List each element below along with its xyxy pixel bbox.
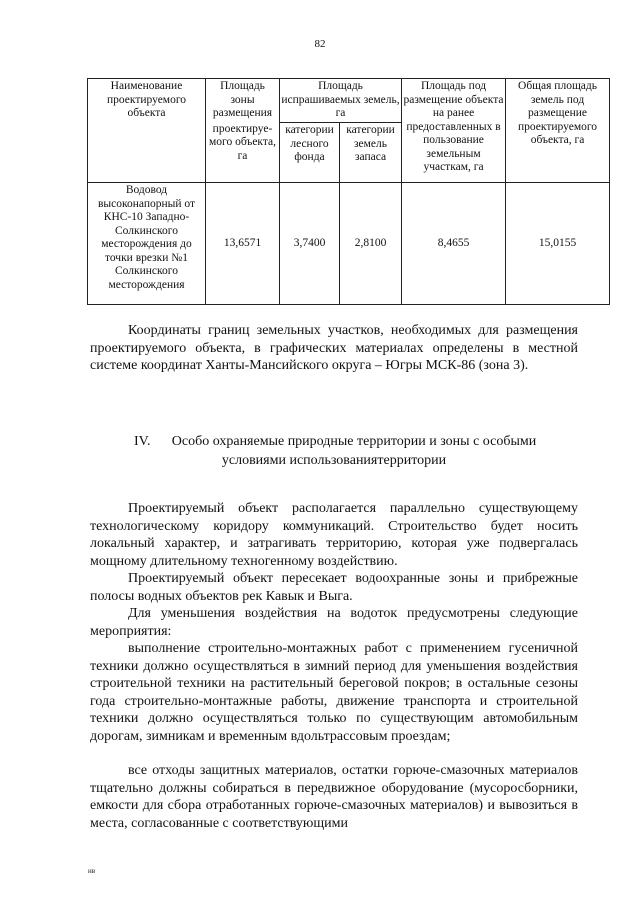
header-forest-fund: категории лесного фонда <box>280 123 340 183</box>
land-area-table <box>87 78 610 305</box>
paragraph-measure-construction: выполнение строительно-монтажных работ с применением гусеничной техники должно осуществляться в зимний период для уменьшения воздействия строительной техники на растительный береговой покров; в остальные сезоны года строительно-монтажные работы, движение транспорта и строительной техники должно осуществляться только по существующим автомобильным дорогам, зимникам и временным вдольтрассовым проездам; <box>90 641 578 744</box>
header-reserve-land: категории земель запаса <box>340 123 402 183</box>
header-total-area: Общая площадь земель под размещение проектируемого объекта, га <box>506 79 610 183</box>
header-requested-land: Площадь испрашиваемых земель, га <box>280 79 402 123</box>
paragraph-corridor: Проектируемый объект располагается параллельно существующему технологическому коридору коммуникаций. Строительство будет носить локальный характер, и затрагивать территорию, которая уже подвергалась мощному длительному техногенному воздействию. <box>90 501 578 569</box>
section-title-line1: Особо охраняемые природные территории и зоны с особыми <box>171 434 537 449</box>
cell-reserve-area: 2,8100 <box>340 183 402 305</box>
table-row <box>88 183 610 305</box>
header-zone-area-bottom: проектируе-мого объекта, га <box>206 123 280 183</box>
paragraph-measures-intro: Для уменьшения воздействия на водоток предусмотрены следующие мероприятия: <box>90 606 578 639</box>
section-number: IV. <box>134 434 151 449</box>
cell-object-name: Водовод высоконапорный от КНС-10 Западно-Солкинского месторождения до точки врезки №1 Солкинского месторождения <box>88 183 206 305</box>
paragraph-coordinates: Координаты границ земельных участков, необходимых для размещения проектируемого объекта, в графических материалах определены в местной системе координат Ханты-Мансийского округа – Югры МСК-86 (зона 3). <box>90 323 578 373</box>
section-heading <box>90 432 578 470</box>
footer-note: нв <box>88 867 96 875</box>
paragraph-water-zones: Проектируемый объект пересекает водоохранные зоны и прибрежные полосы водных объектов рек Кавык и Выга. <box>90 571 578 604</box>
cell-previous-area: 8,4655 <box>402 183 506 305</box>
section-title-line2: условиями использованиятерритории <box>221 453 447 468</box>
header-previous-land: Площадь под размещение объекта на ранее предоставленных в пользование земельным участкам, га <box>402 79 506 183</box>
cell-zone-area: 13,6571 <box>206 183 280 305</box>
header-object-name: Наименование проектируемого объекта <box>88 79 206 183</box>
header-zone-area-top: Площадь зоны размещения <box>206 79 280 123</box>
cell-total-area: 15,0155 <box>506 183 610 305</box>
paragraph-measure-waste: все отходы защитных материалов, остатки горюче-смазочных материалов тщательно должны собираться в передвижное оборудование (мусоросборники, емкости для сбора отработанных горюче-смазочных материалов) и вывозиться в места, согласованные с соответствующими <box>90 763 578 831</box>
page-number: 82 <box>314 38 326 50</box>
cell-forest-area: 3,7400 <box>280 183 340 305</box>
